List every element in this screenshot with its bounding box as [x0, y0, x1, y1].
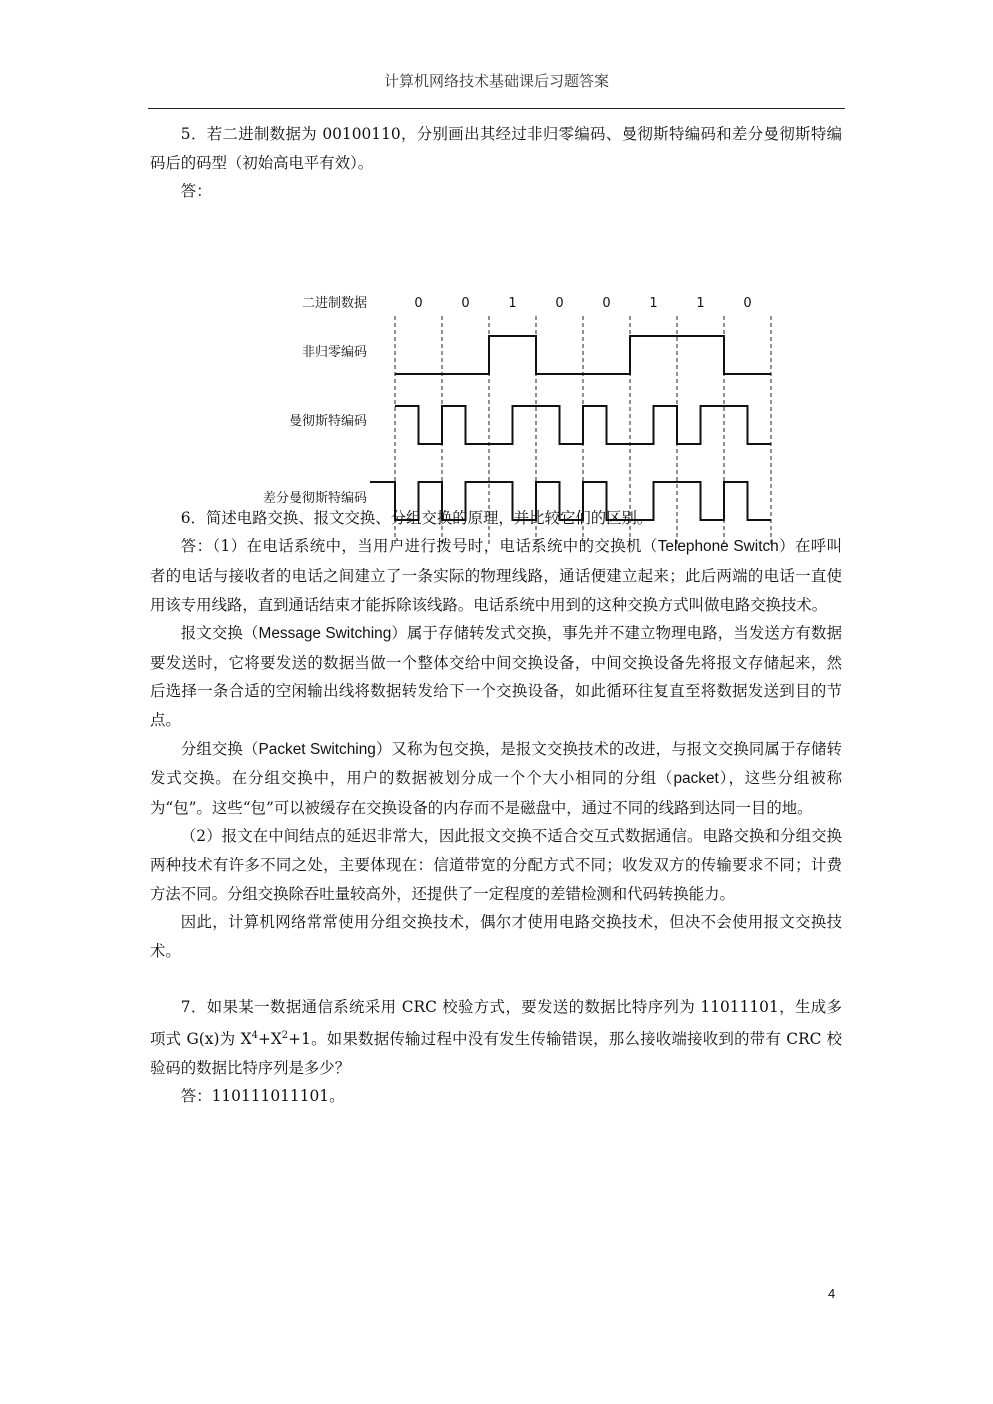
text-run: ）又称为包交换，是报文交换技术的改进，与报文交换同属于存储转发式交换。在分组交换中，用户的数据被划分成一个个大小相同的分组（	[150, 739, 842, 788]
manchester-waveform	[395, 406, 771, 444]
line-coding-diagram	[150, 208, 842, 506]
bit-value: 1	[696, 295, 705, 311]
answer-6-conclusion: 因此，计算机网络常常使用分组交换技术，偶尔才使用电路交换技术，但决不会使用报文交换技术。	[150, 913, 842, 960]
term-telephone-switch: Telephone Switch	[657, 538, 779, 556]
bit-value: 0	[555, 295, 564, 311]
answer-6-message	[150, 619, 842, 734]
line-coding-figure	[150, 208, 842, 506]
bit-value: 0	[602, 295, 611, 311]
text-run: ）属于存储转发式交换，事先并不建立物理电路，当发送方有数据要发送时，它将要发送的数据当做一个整体交给中间交换设备，中间交换设备先将报文存储起来，然后选择一条合适的空闲输出线将数据转发给下一个交换设备，如此循环往复直至将数据发送到目的节点。	[150, 624, 842, 729]
page-number: 4	[828, 1286, 836, 1301]
text-run: +1。如果数据传输过程中没有发生传输错误，那么接收端接收到的带有 CRC 校验码的数据比特序列是多少？	[150, 1030, 842, 1077]
bit-value: 0	[414, 295, 423, 311]
text-run: +X	[257, 1030, 282, 1048]
answer-6-circuit	[150, 532, 842, 619]
question-5: 5．若二进制数据为 00100110，分别画出其经过非归零编码、曼彻斯特编码和差分曼彻斯特编码后的码型（初始高电平有效）。	[150, 125, 842, 172]
paragraph-gap	[150, 965, 842, 993]
answer-5-label: 答：	[180, 182, 212, 201]
page-content	[150, 120, 842, 1111]
row-label-manchester: 曼彻斯特编码	[288, 413, 367, 429]
row-label-nrz: 非归零编码	[301, 344, 367, 360]
term-packet: packet	[673, 770, 719, 788]
answer-7: 答：110111011101。	[180, 1087, 345, 1106]
row-label-diff-manchester: 差分曼彻斯特编码	[262, 490, 367, 506]
bit-value: 0	[461, 295, 470, 311]
bit-value: 0	[743, 295, 752, 311]
question-6: 6．简述电路交换、报文交换、分组交换的原理，并比较它们的区别。	[180, 508, 653, 527]
bit-value: 1	[508, 295, 517, 311]
answer-6-packet	[150, 735, 842, 823]
answer-6-comparison: （2）报文在中间结点的延迟非常大，因此报文交换不适合交互式数据通信。电路交换和分组交换两种技术有许多不同之处，主要体现在：信道带宽的分配方式不同；收发双方的传输要求不同；计费方法不同。分组交换除吞吐量较高外，还提供了一定程度的差错检测和代码转换能力。	[150, 827, 842, 903]
text-run: 7．如果某一数据通信系统采用 CRC 校验方式，要发送的数据比特序列为 11011101，生成多项式 G(x)为 X	[150, 998, 842, 1048]
bit-value: 1	[649, 295, 658, 311]
page-header: 计算机网络技术基础课后习题答案	[383, 72, 609, 90]
text-run: 答：（1）在电话系统中，当用户进行拨号时，电话系统中的交换机（	[180, 537, 658, 556]
term-message-switching: Message Switching	[258, 625, 392, 643]
question-7	[150, 993, 842, 1082]
header-rule	[148, 108, 845, 109]
bit-values	[414, 296, 751, 311]
text-run: 分组交换（	[180, 739, 259, 758]
text-run: 报文交换（	[180, 624, 259, 643]
text-run: ），这些分组被称为“包”。这些“包”可以被缓存在交换设备的内存而不是磁盘中，通过不同的线路到达同一目的地。	[150, 769, 842, 817]
term-packet-switching: Packet Switching	[258, 740, 376, 758]
text-run: ）在呼叫者的电话与接收者的电话之间建立了一条实际的物理线路，通话便建立起来；此后两端的电话一直使用该专用线路，直到通话结束才能拆除该线路。电话系统中用到的这种交换方式叫做电路交换技术。	[150, 537, 842, 614]
exponent: 4	[251, 1029, 258, 1041]
row-label-binary: 二进制数据	[301, 295, 367, 311]
exponent: 2	[281, 1029, 289, 1041]
